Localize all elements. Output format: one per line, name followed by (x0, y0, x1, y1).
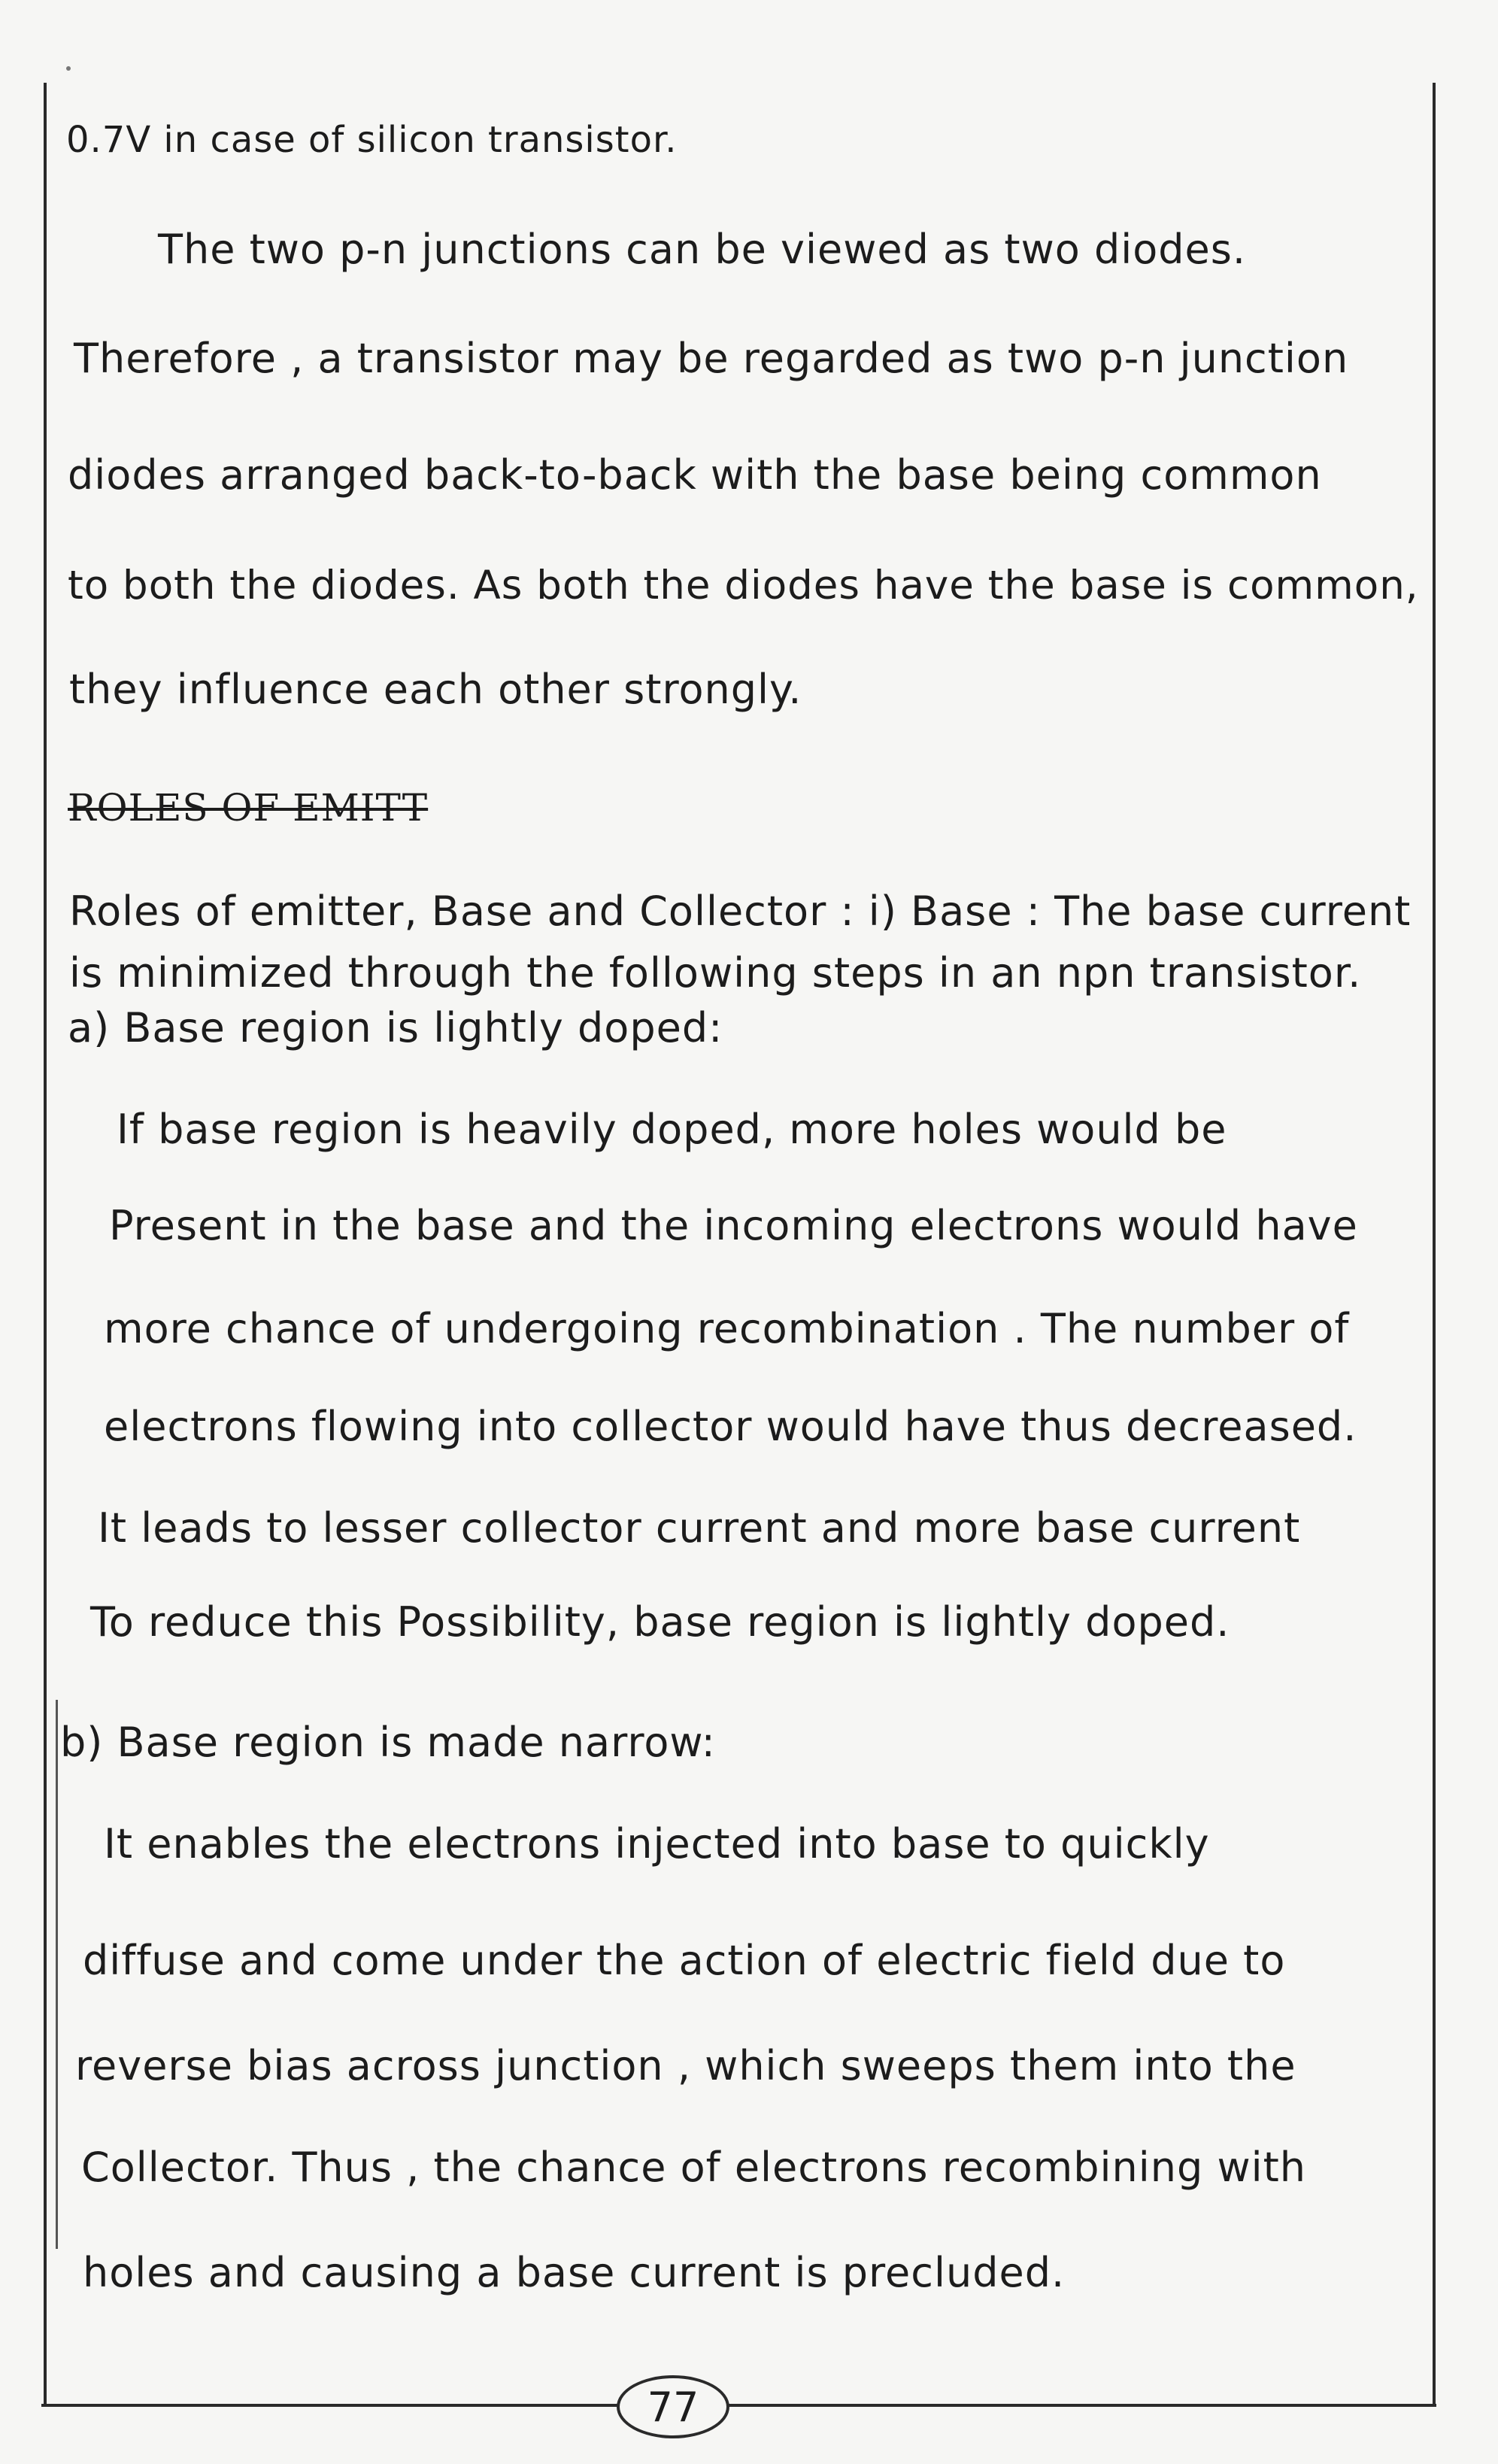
margin-line-right (1433, 83, 1436, 2407)
margin-line-inner (56, 1700, 58, 2249)
text-line: they influence each other strongly. (69, 666, 802, 713)
text-line: It enables the electrons injected into base to quickly (104, 1820, 1210, 1868)
text-line: diodes arranged back-to-back with the base being common (68, 451, 1322, 499)
struck-heading: ROLES OF EMITT (68, 786, 429, 830)
text-line: reverse bias across junction , which sweeps them into the (75, 2042, 1296, 2089)
text-line: The two p-n junctions can be viewed as two diodes. (158, 226, 1247, 273)
text-line: is minimized through the following steps in an npn transistor. (69, 949, 1362, 997)
text-line: It leads to lesser collector current and more base current (98, 1504, 1301, 1552)
text-line: a) Base region is lightly doped: (68, 1004, 723, 1051)
text-line: 0.7V in case of silicon transistor. (66, 119, 678, 161)
text-line: more chance of undergoing recombination . The number of (104, 1305, 1350, 1352)
text-line: If base region is heavily doped, more holes would be (117, 1106, 1227, 1153)
text-line: Collector. Thus , the chance of electrons recombining with (81, 2144, 1307, 2191)
margin-line-left (44, 83, 47, 2407)
text-line: to both the diodes. As both the diodes have the base is common, (68, 563, 1419, 608)
page-dot (66, 66, 71, 71)
text-line: Therefore , a transistor may be regarded as two p-n junction (74, 335, 1349, 382)
text-line: To reduce this Possibility, base region is lightly doped. (90, 1598, 1230, 1646)
text-line: holes and causing a base current is precluded. (83, 2249, 1066, 2296)
text-line: electrons flowing into collector would have thus decreased. (104, 1403, 1357, 1450)
text-line: Roles of emitter, Base and Collector : i) Base : The base current (69, 888, 1412, 935)
text-line: b) Base region is made narrow: (60, 1719, 716, 1766)
text-line: Present in the base and the incoming electrons would have (109, 1202, 1358, 1249)
text-line: diffuse and come under the action of electric field due to (83, 1937, 1286, 1984)
page-number: 77 (617, 2375, 729, 2438)
margin-line-bottom (41, 2404, 1436, 2407)
